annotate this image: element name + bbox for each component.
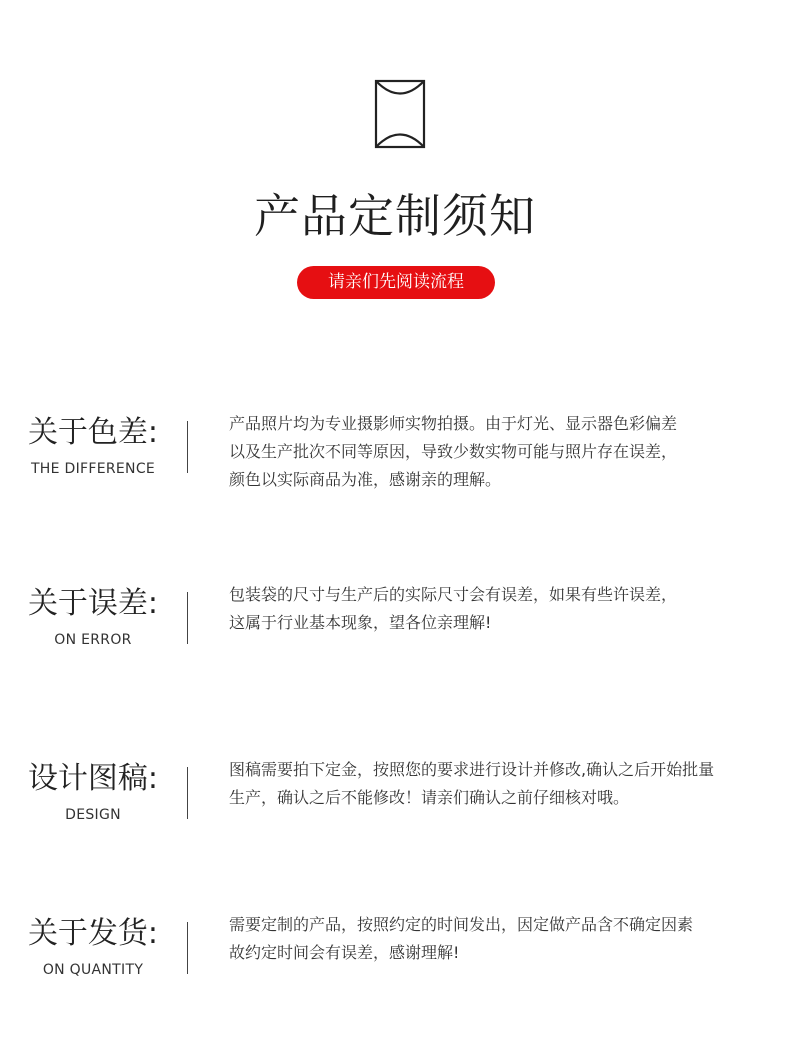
section-color-difference <box>0 413 790 493</box>
section-heading <box>0 759 186 825</box>
section-subtitle: THE DIFFERENCE <box>30 461 156 477</box>
section-subtitle: ON QUANTITY <box>42 962 144 978</box>
read-process-badge: 请亲们先阅读流程 <box>297 266 495 299</box>
section-subtitle: DESIGN <box>65 807 121 823</box>
body-line: 生产，确认之后不能修改！请亲们确认之前仔细核对哦。 <box>229 788 630 807</box>
section-title: 关于误差: <box>27 586 159 621</box>
section-divider <box>187 767 188 819</box>
section-delivery <box>0 914 790 994</box>
section-body <box>229 581 774 637</box>
section-title: 设计图稿: <box>27 761 159 796</box>
section-body <box>229 756 774 812</box>
paper-bag-icon <box>372 78 428 150</box>
section-body <box>229 911 774 967</box>
body-line: 以及生产批次不同等原因，导致少数实物可能与照片存在误差， <box>229 442 678 461</box>
section-divider <box>187 421 188 473</box>
section-divider <box>187 592 188 644</box>
section-heading <box>0 914 186 980</box>
section-heading <box>0 584 186 650</box>
body-line: 这属于行业基本现象，望各位亲理解! <box>229 613 492 632</box>
body-line: 包装袋的尺寸与生产后的实际尺寸会有误差，如果有些许误差， <box>229 585 678 604</box>
page-title: 产品定制须知 <box>254 189 536 243</box>
body-line: 需要定制的产品，按照约定的时间发出，因定做产品含不确定因素 <box>229 915 694 934</box>
body-line: 产品照片均为专业摄影师实物拍摄。由于灯光、显示器色彩偏差 <box>229 414 678 433</box>
body-line: 故约定时间会有误差，感谢理解! <box>229 943 460 962</box>
section-subtitle: ON ERROR <box>54 632 132 648</box>
section-error <box>0 584 790 664</box>
section-title: 关于发货: <box>27 916 159 951</box>
section-title: 关于色差: <box>27 415 159 450</box>
section-divider <box>187 922 188 974</box>
section-heading <box>0 413 186 479</box>
body-line: 图稿需要拍下定金，按照您的要求进行设计并修改,确认之后开始批量 <box>229 760 715 779</box>
section-design <box>0 759 790 839</box>
body-line: 颜色以实际商品为准，感谢亲的理解。 <box>229 470 502 489</box>
section-body <box>229 410 774 494</box>
